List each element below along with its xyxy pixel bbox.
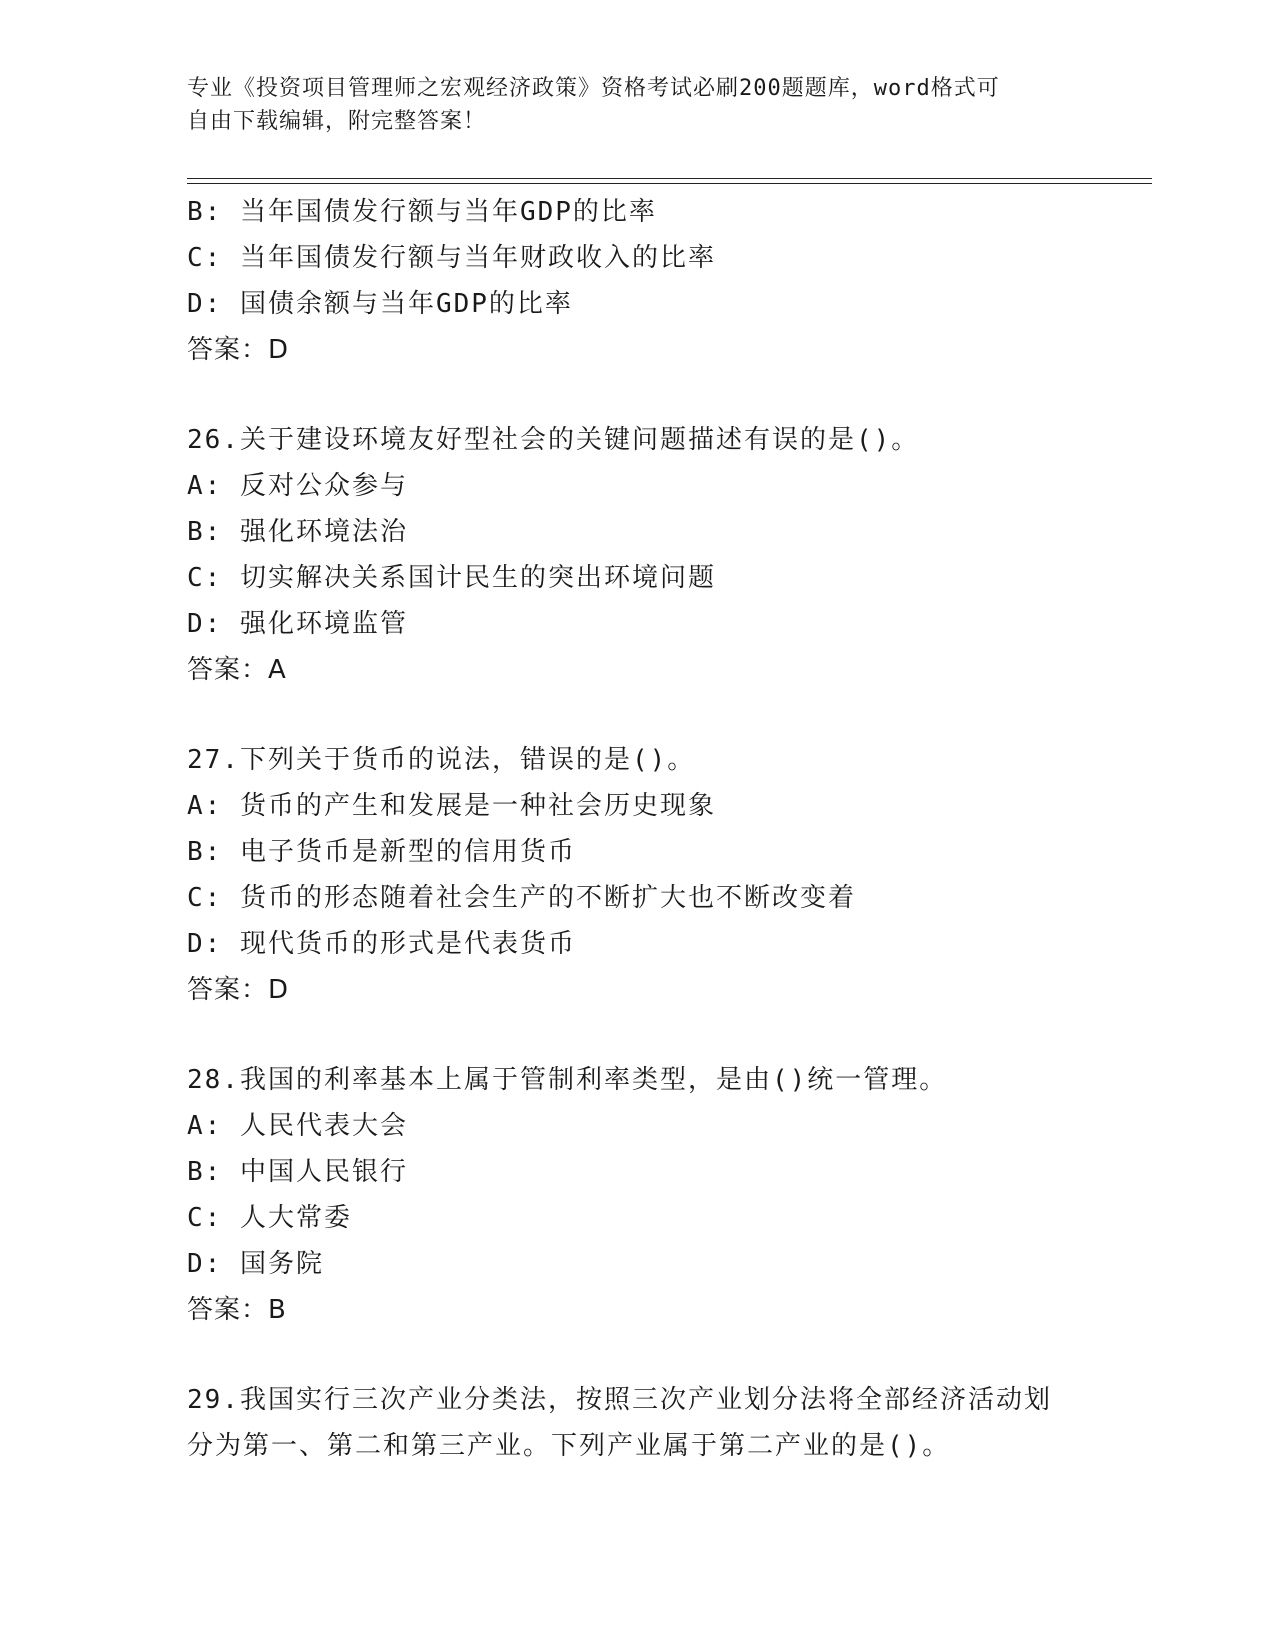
option-d: D: 国务院 (187, 1249, 324, 1279)
question-text: 28.我国的利率基本上属于管制利率类型，是由()统一管理。 (187, 1065, 948, 1095)
answer: 答案：A (187, 655, 287, 685)
header-title-line-1: 专业《投资项目管理师之宏观经济政策》资格考试必刷200题题库，word格式可 (187, 76, 1000, 101)
option-d: D: 强化环境监管 (187, 609, 408, 639)
header-divider-top (187, 178, 1152, 179)
option-c: C: 货币的形态随着社会生产的不断扩大也不断改变着 (187, 883, 856, 913)
option-c: C: 人大常委 (187, 1203, 352, 1233)
question-text-line-1: 29.我国实行三次产业分类法，按照三次产业划分法将全部经济活动划 (187, 1385, 1052, 1415)
header-title-line-2: 自由下载编辑，附完整答案！ (187, 109, 487, 134)
question-26 (187, 417, 1187, 693)
question-text-line-2: 分为第一、第二和第三产业。下列产业属于第二产业的是()。 (187, 1431, 951, 1461)
question-text: 26.关于建设环境友好型社会的关键问题描述有误的是()。 (187, 425, 920, 455)
question-27 (187, 737, 1187, 1013)
option-a: A: 反对公众参与 (187, 471, 408, 501)
option-a: A: 货币的产生和发展是一种社会历史现象 (187, 791, 716, 821)
header-divider-bottom (187, 183, 1152, 184)
option-b: B: 中国人民银行 (187, 1157, 408, 1187)
answer: 答案：B (187, 1295, 287, 1325)
option-b: B: 当年国债发行额与当年GDP的比率 (187, 197, 657, 227)
document-header (187, 72, 1087, 138)
option-a: A: 人民代表大会 (187, 1111, 408, 1141)
question-28 (187, 1057, 1187, 1333)
option-b: B: 强化环境法治 (187, 517, 408, 547)
option-d: D: 国债余额与当年GDP的比率 (187, 289, 573, 319)
question-29 (187, 1377, 1187, 1469)
answer: 答案：D (187, 975, 290, 1005)
option-b: B: 电子货币是新型的信用货币 (187, 837, 576, 867)
question-25 (187, 189, 1187, 373)
answer: 答案：D (187, 335, 290, 365)
question-list (187, 189, 1187, 1469)
option-c: C: 当年国债发行额与当年财政收入的比率 (187, 243, 716, 273)
option-c: C: 切实解决关系国计民生的突出环境问题 (187, 563, 716, 593)
question-text: 27.下列关于货币的说法，错误的是()。 (187, 745, 696, 775)
option-d: D: 现代货币的形式是代表货币 (187, 929, 576, 959)
